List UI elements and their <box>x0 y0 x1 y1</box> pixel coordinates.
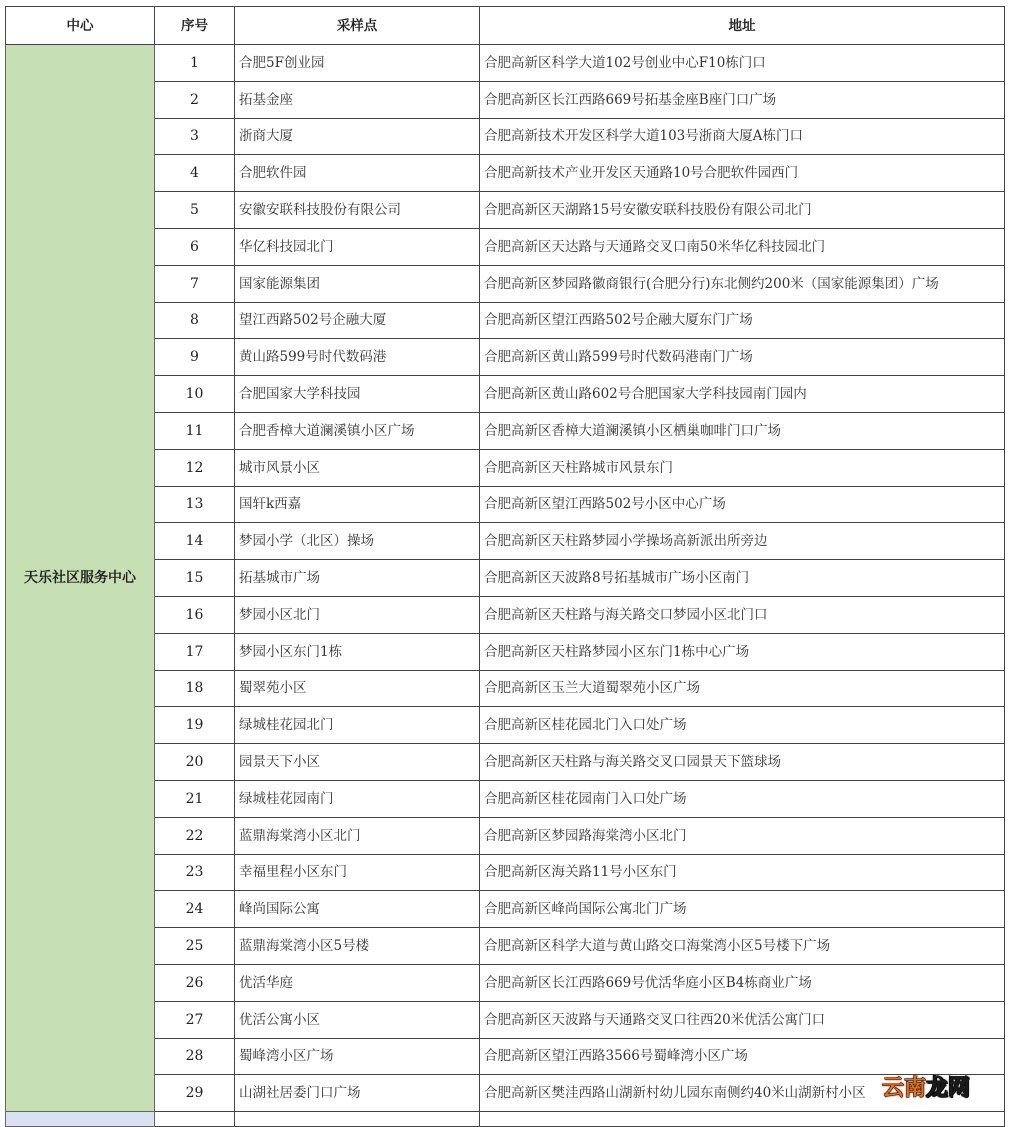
site-cell[interactable]: 蓝鼎海棠湾小区5号楼 <box>235 928 480 965</box>
address-cell[interactable]: 合肥高新区天湖路15号安徽安联科技股份有限公司北门 <box>480 192 1005 229</box>
row-number-cell[interactable]: 14 <box>155 523 235 560</box>
header-address[interactable]: 地址 <box>480 7 1005 45</box>
address-cell[interactable]: 合肥高新区樊洼西路山湖新村幼儿园东南侧约40米山湖新村小区 <box>480 1075 1005 1112</box>
site-cell[interactable]: 拓基城市广场 <box>235 560 480 597</box>
site-cell[interactable]: 浙商大厦 <box>235 118 480 155</box>
row-number-cell[interactable]: 25 <box>155 928 235 965</box>
address-cell[interactable]: 合肥高新区峰尚国际公寓北门广场 <box>480 891 1005 928</box>
site-cell[interactable]: 绿城桂花园南门 <box>235 780 480 817</box>
address-cell[interactable]: 合肥高新区科学大道与黄山路交口海棠湾小区5号楼下广场 <box>480 928 1005 965</box>
site-cell[interactable]: 黄山路599号时代数码港 <box>235 339 480 376</box>
row-number-cell[interactable]: 18 <box>155 670 235 707</box>
row-number-cell[interactable]: 29 <box>155 1075 235 1112</box>
address-cell[interactable]: 合肥高新区梦园路徽商银行(合肥分行)东北侧约200米（国家能源集团）广场 <box>480 265 1005 302</box>
header-number[interactable]: 序号 <box>155 7 235 45</box>
table-row <box>6 817 1005 854</box>
site-cell[interactable]: 优活公寓小区 <box>235 1001 480 1038</box>
row-number-cell[interactable]: 7 <box>155 265 235 302</box>
site-cell[interactable]: 优活华庭 <box>235 964 480 1001</box>
table-row <box>6 854 1005 891</box>
site-cell[interactable]: 城市风景小区 <box>235 449 480 486</box>
table-row <box>6 486 1005 523</box>
center-name-cell[interactable]: 天乐社区服务中心 <box>6 45 155 1112</box>
row-number-cell[interactable]: 8 <box>155 302 235 339</box>
address-cell[interactable]: 合肥高新区桂花园北门入口处广场 <box>480 707 1005 744</box>
address-cell[interactable]: 合肥高新区长江西路669号优活华庭小区B4栋商业广场 <box>480 964 1005 1001</box>
site-cell[interactable]: 华亿科技园北门 <box>235 228 480 265</box>
address-cell[interactable]: 合肥高新区望江西路502号小区中心广场 <box>480 486 1005 523</box>
row-number-cell[interactable]: 5 <box>155 192 235 229</box>
spreadsheet <box>5 6 1004 1127</box>
table-row <box>6 45 1005 82</box>
row-number-cell[interactable]: 28 <box>155 1038 235 1075</box>
site-cell[interactable]: 拓基金座 <box>235 81 480 118</box>
address-cell[interactable]: 合肥高新区天柱路与海关路交叉口园景天下篮球场 <box>480 744 1005 781</box>
watermark-part1: 云南 <box>882 1076 927 1101</box>
table-row <box>6 964 1005 1001</box>
address-cell[interactable]: 合肥高新区海关路11号小区东门 <box>480 854 1005 891</box>
empty-cell[interactable] <box>155 1112 235 1127</box>
table-row <box>6 265 1005 302</box>
address-cell[interactable]: 合肥高新区长江西路669号拓基金座B座门口广场 <box>480 81 1005 118</box>
address-cell[interactable]: 合肥高新区天波路与天通路交叉口往西20米优活公寓门口 <box>480 1001 1005 1038</box>
address-cell[interactable]: 合肥高新区桂花园南门入口处广场 <box>480 780 1005 817</box>
watermark-logo <box>882 1076 970 1102</box>
site-cell[interactable]: 合肥国家大学科技园 <box>235 376 480 413</box>
address-cell[interactable]: 合肥高新区梦园路海棠湾小区北门 <box>480 817 1005 854</box>
table-row <box>6 670 1005 707</box>
row-number-cell[interactable]: 15 <box>155 560 235 597</box>
address-cell[interactable]: 合肥高新区黄山路602号合肥国家大学科技园南门园内 <box>480 376 1005 413</box>
row-number-cell[interactable]: 2 <box>155 81 235 118</box>
row-number-cell[interactable]: 19 <box>155 707 235 744</box>
watermark-part2: 龙网 <box>926 1076 971 1101</box>
address-cell[interactable]: 合肥高新技术产业开发区天通路10号合肥软件园西门 <box>480 155 1005 192</box>
row-number-cell[interactable]: 24 <box>155 891 235 928</box>
address-cell[interactable]: 合肥高新区天达路与天通路交叉口南50米华亿科技园北门 <box>480 228 1005 265</box>
table-row <box>6 1075 1005 1112</box>
row-number-cell[interactable]: 9 <box>155 339 235 376</box>
site-cell[interactable]: 园景天下小区 <box>235 744 480 781</box>
site-cell[interactable]: 梦园小区北门 <box>235 596 480 633</box>
site-cell[interactable]: 蜀翠苑小区 <box>235 670 480 707</box>
address-cell[interactable]: 合肥高新技术开发区科学大道103号浙商大厦A栋门口 <box>480 118 1005 155</box>
row-number-cell[interactable]: 6 <box>155 228 235 265</box>
row-number-cell[interactable]: 23 <box>155 854 235 891</box>
table-row <box>6 523 1005 560</box>
next-center-cell[interactable] <box>6 1112 155 1127</box>
header-site[interactable]: 采样点 <box>235 7 480 45</box>
table-row <box>6 155 1005 192</box>
row-number-cell[interactable]: 1 <box>155 45 235 82</box>
site-cell[interactable]: 蜀峰湾小区广场 <box>235 1038 480 1075</box>
table-row <box>6 339 1005 376</box>
table-row <box>6 118 1005 155</box>
site-cell[interactable]: 梦园小区东门1栋 <box>235 633 480 670</box>
address-cell[interactable]: 合肥高新区科学大道102号创业中心F10栋门口 <box>480 45 1005 82</box>
row-number-cell[interactable]: 17 <box>155 633 235 670</box>
address-cell[interactable]: 合肥高新区黄山路599号时代数码港南门广场 <box>480 339 1005 376</box>
table-row <box>6 302 1005 339</box>
site-cell[interactable]: 合肥5F创业园 <box>235 45 480 82</box>
table-row <box>6 633 1005 670</box>
empty-cell[interactable] <box>235 1112 480 1127</box>
site-cell[interactable]: 国家能源集团 <box>235 265 480 302</box>
address-cell[interactable]: 合肥高新区望江西路3566号蜀峰湾小区广场 <box>480 1038 1005 1075</box>
table-row <box>6 560 1005 597</box>
row-number-cell[interactable]: 13 <box>155 486 235 523</box>
site-cell[interactable]: 峰尚国际公寓 <box>235 891 480 928</box>
row-number-cell[interactable]: 20 <box>155 744 235 781</box>
table-row <box>6 780 1005 817</box>
table-row <box>6 1038 1005 1075</box>
site-cell[interactable]: 山湖社居委门口广场 <box>235 1075 480 1112</box>
site-cell[interactable]: 蓝鼎海棠湾小区北门 <box>235 817 480 854</box>
header-row <box>6 7 1005 45</box>
row-number-cell[interactable]: 27 <box>155 1001 235 1038</box>
table-row <box>6 891 1005 928</box>
row-number-cell[interactable]: 10 <box>155 376 235 413</box>
table-row <box>6 192 1005 229</box>
sampling-sites-table <box>5 6 1005 1127</box>
site-cell[interactable]: 国轩k西嘉 <box>235 486 480 523</box>
table-row <box>6 744 1005 781</box>
address-cell[interactable]: 合肥高新区天波路8号拓基城市广场小区南门 <box>480 560 1005 597</box>
row-number-cell[interactable]: 16 <box>155 596 235 633</box>
site-cell[interactable]: 合肥软件园 <box>235 155 480 192</box>
address-cell[interactable]: 合肥高新区玉兰大道蜀翠苑小区广场 <box>480 670 1005 707</box>
address-cell[interactable]: 合肥高新区天柱路与海关路交口梦园小区北门口 <box>480 596 1005 633</box>
address-cell[interactable]: 合肥高新区望江西路502号企融大厦东门广场 <box>480 302 1005 339</box>
address-cell[interactable]: 合肥高新区天柱路梦园小区东门1栋中心广场 <box>480 633 1005 670</box>
table-row <box>6 81 1005 118</box>
table-row <box>6 228 1005 265</box>
address-cell[interactable]: 合肥高新区天柱路城市风景东门 <box>480 449 1005 486</box>
address-cell[interactable]: 合肥高新区天柱路梦园小学操场高新派出所旁边 <box>480 523 1005 560</box>
row-number-cell[interactable]: 12 <box>155 449 235 486</box>
table-row-partial <box>6 1112 1005 1127</box>
row-number-cell[interactable]: 3 <box>155 118 235 155</box>
site-cell[interactable]: 合肥香樟大道澜溪镇小区广场 <box>235 412 480 449</box>
table-row <box>6 707 1005 744</box>
site-cell[interactable]: 安徽安联科技股份有限公司 <box>235 192 480 229</box>
empty-cell[interactable] <box>480 1112 1005 1127</box>
row-number-cell[interactable]: 21 <box>155 780 235 817</box>
row-number-cell[interactable]: 4 <box>155 155 235 192</box>
address-cell[interactable]: 合肥高新区香樟大道澜溪镇小区栖巢咖啡门口广场 <box>480 412 1005 449</box>
table-row <box>6 928 1005 965</box>
site-cell[interactable]: 梦园小学（北区）操场 <box>235 523 480 560</box>
site-cell[interactable]: 幸福里程小区东门 <box>235 854 480 891</box>
row-number-cell[interactable]: 22 <box>155 817 235 854</box>
table-row <box>6 449 1005 486</box>
site-cell[interactable]: 绿城桂花园北门 <box>235 707 480 744</box>
table-row <box>6 376 1005 413</box>
header-center[interactable]: 中心 <box>6 7 155 45</box>
row-number-cell[interactable]: 11 <box>155 412 235 449</box>
row-number-cell[interactable]: 26 <box>155 964 235 1001</box>
table-row <box>6 596 1005 633</box>
table-row <box>6 1001 1005 1038</box>
site-cell[interactable]: 望江西路502号企融大厦 <box>235 302 480 339</box>
table-row <box>6 412 1005 449</box>
